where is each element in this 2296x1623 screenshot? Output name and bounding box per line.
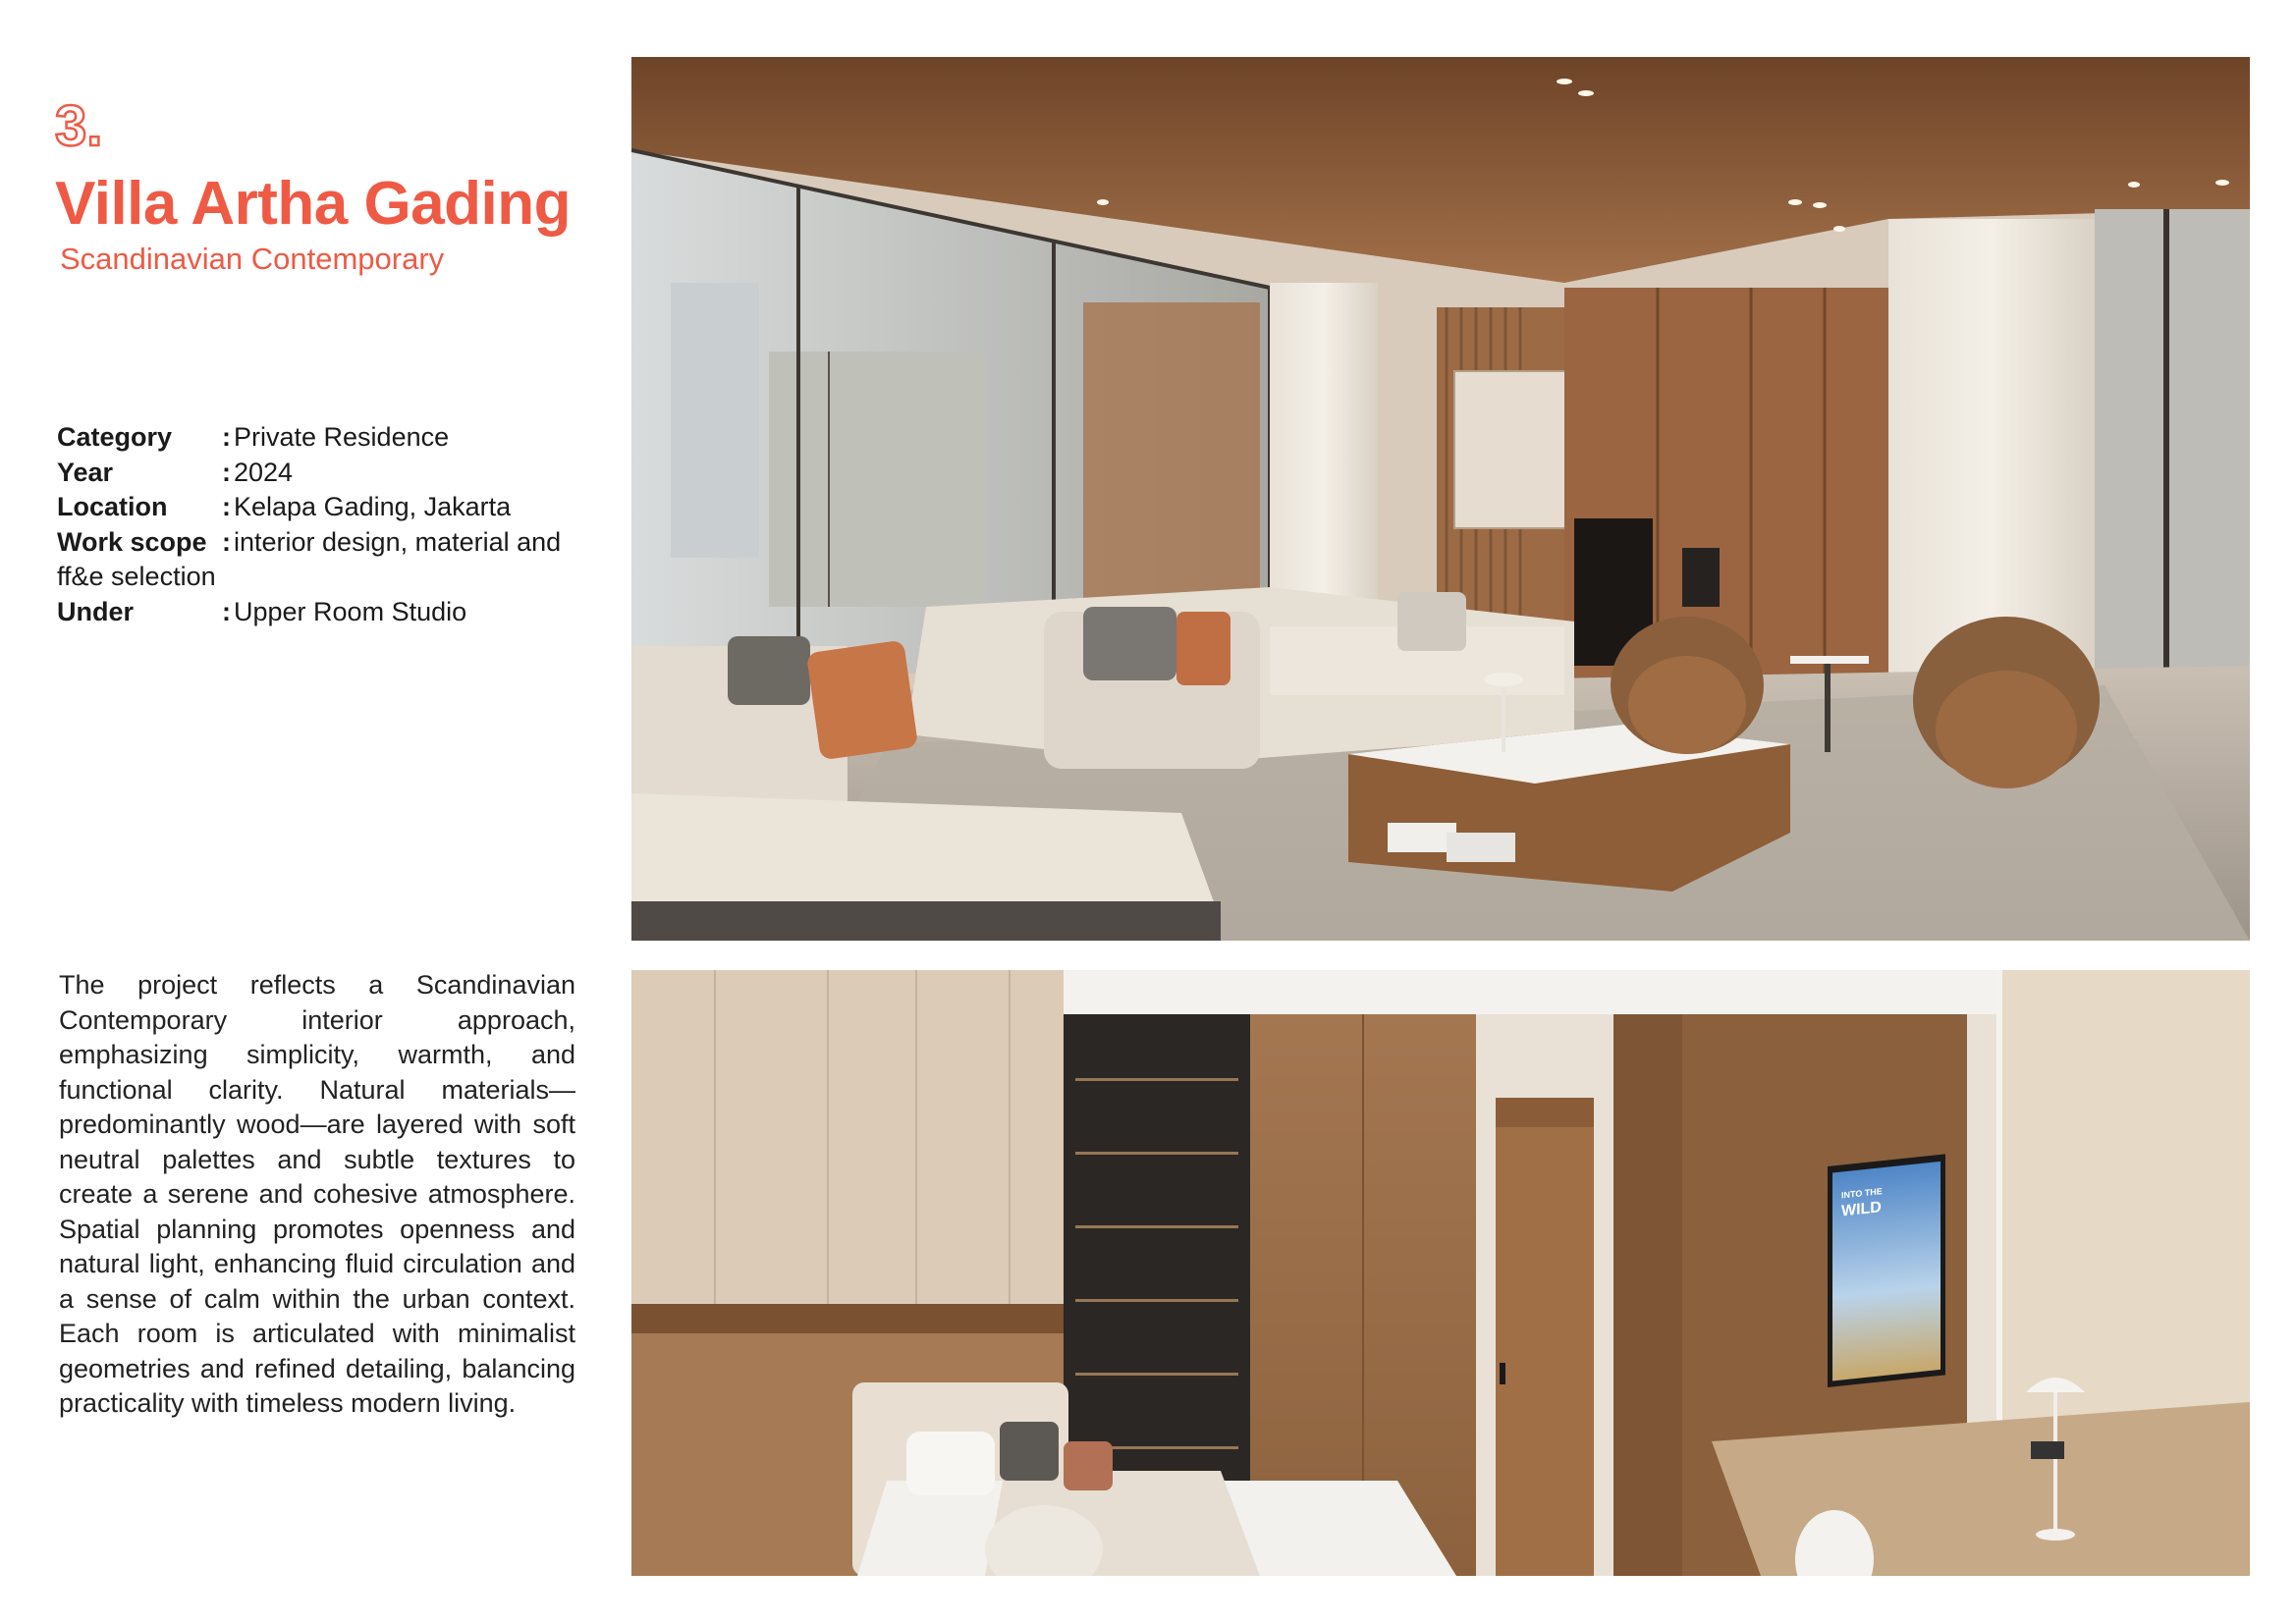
info-row-year	[57, 456, 587, 491]
project-title: Villa Artha Gading	[55, 170, 571, 238]
info-row-under	[57, 595, 587, 630]
living-room-render	[631, 57, 2250, 941]
info-value: Upper Room Studio	[234, 596, 467, 626]
info-separator: :	[222, 596, 231, 626]
info-label: Year	[57, 457, 114, 487]
project-description: The project reflects a Scandinavian Contemporary interior approach, emphasizing simplicity, warmth, and functional clarity. Natural materials—predominantly wood—are layered with soft neutral palettes and subtle textures to create a serene and cohesive atmosphere. Spatial planning promotes openness and natural light, enhancing fluid circulation and a sense of calm within the urban context. Each room is articulated with minimalist geometries and refined detailing, balancing practicality with timeless modern living.	[59, 970, 575, 1418]
info-label: Work scope	[57, 526, 207, 557]
project-subtitle: Scandinavian Contemporary	[60, 242, 445, 276]
info-separator: :	[222, 492, 231, 521]
tv-text-line2: WILD	[1841, 1198, 1882, 1220]
bedroom-render	[631, 970, 2250, 1576]
info-label: Location	[57, 492, 168, 521]
info-row-work-scope	[57, 525, 587, 561]
tv-text-line1: INTO THE	[1841, 1186, 1883, 1201]
project-info	[57, 420, 587, 629]
info-value-continued: ff&e selection	[57, 562, 216, 591]
info-separator: :	[222, 457, 231, 487]
info-separator: :	[222, 422, 231, 452]
info-label: Category	[57, 422, 173, 452]
info-value: interior design, material and	[234, 526, 562, 557]
project-number-text: 3.	[55, 94, 103, 155]
info-value: Private Residence	[234, 422, 450, 452]
info-value: Kelapa Gading, Jakarta	[234, 492, 512, 521]
info-value: 2024	[234, 457, 294, 487]
info-separator: :	[222, 526, 231, 557]
project-number	[53, 94, 112, 155]
info-row-category	[57, 420, 587, 456]
info-label: Under	[57, 596, 135, 626]
info-row-location	[57, 490, 587, 525]
